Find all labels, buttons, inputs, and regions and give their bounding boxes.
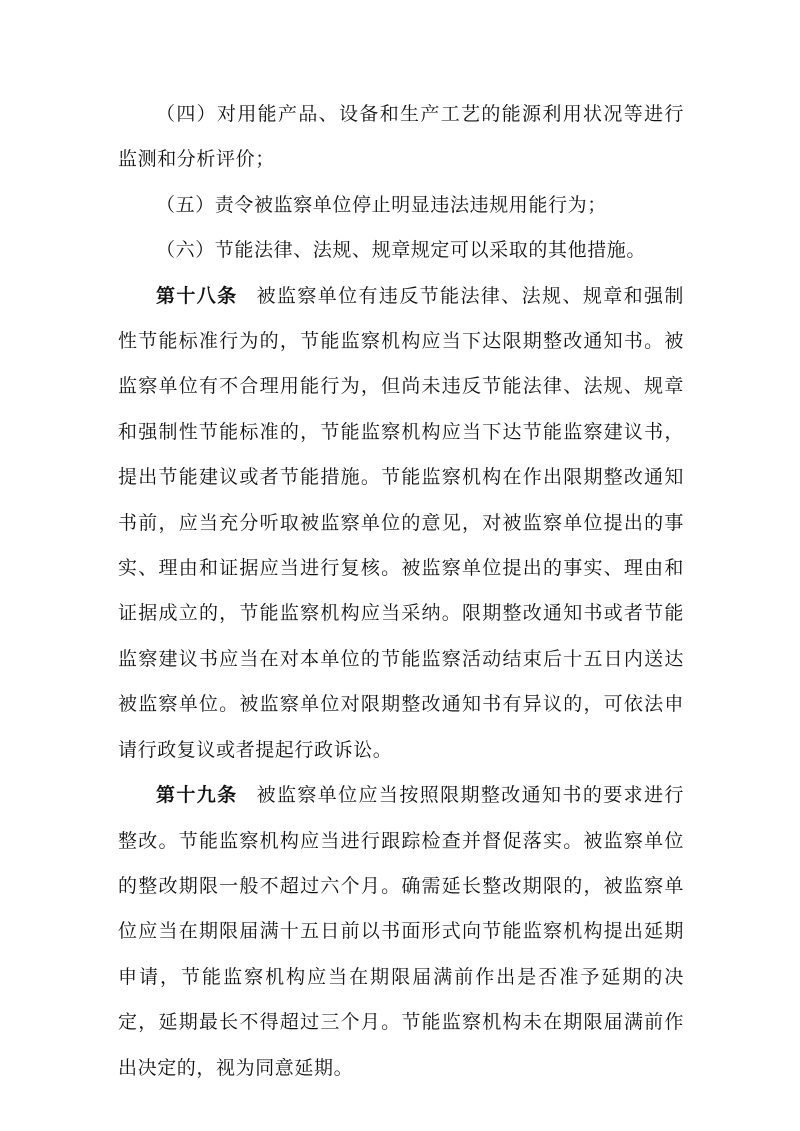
- article-19: [118, 773, 684, 1091]
- article-number: 第十八条: [156, 284, 238, 307]
- paragraph-item-4: [118, 92, 684, 183]
- article-text: 被监察单位应当按照限期整改通知书的要求进行整改。节能监察机构应当进行跟踪检查并督促落实。被监察单位的整改期限一般不超过六个月。确需延长整改期限的，被监察单位应当在期限届满十五日前以书面形式向节能监察机构提出延期申请，节能监察机构应当在期限届满前作出是否准予延期的决定，延期最长不得超过三个月。节能监察机构未在期限届满前作出决定的，视为同意延期。: [118, 784, 684, 1079]
- paragraph-item-6: [118, 228, 684, 273]
- document-body: [118, 92, 684, 1091]
- paragraph-text: （六）节能法律、法规、规章规定可以采取的其他措施。: [156, 239, 647, 262]
- paragraph-text: （五）责令被监察单位停止明显违法违规用能行为；: [156, 193, 607, 216]
- article-18: [118, 274, 684, 773]
- article-text: 被监察单位有违反节能法律、法规、规章和强制性节能标准行为的，节能监察机构应当下达限期整改通知书。被监察单位有不合理用能行为，但尚未违反节能法律、法规、规章和强制性节能标准的，节能监察机构应当下达节能监察建议书，提出节能建议或者节能措施。节能监察机构在作出限期整改通知书前，应当充分听取被监察单位的意见，对被监察单位提出的事实、理由和证据应当进行复核。被监察单位提出的事实、理由和证据成立的，节能监察机构应当采纳。限期整改通知书或者节能监察建议书应当在对本单位的节能监察活动结束后十五日内送达被监察单位。被监察单位对限期整改通知书有异议的，可依法申请行政复议或者提起行政诉讼。: [118, 284, 684, 761]
- paragraph-text: （四）对用能产品、设备和生产工艺的能源利用状况等进行监测和分析评价；: [118, 103, 684, 171]
- paragraph-item-5: [118, 183, 684, 228]
- article-number: 第十九条: [156, 784, 238, 807]
